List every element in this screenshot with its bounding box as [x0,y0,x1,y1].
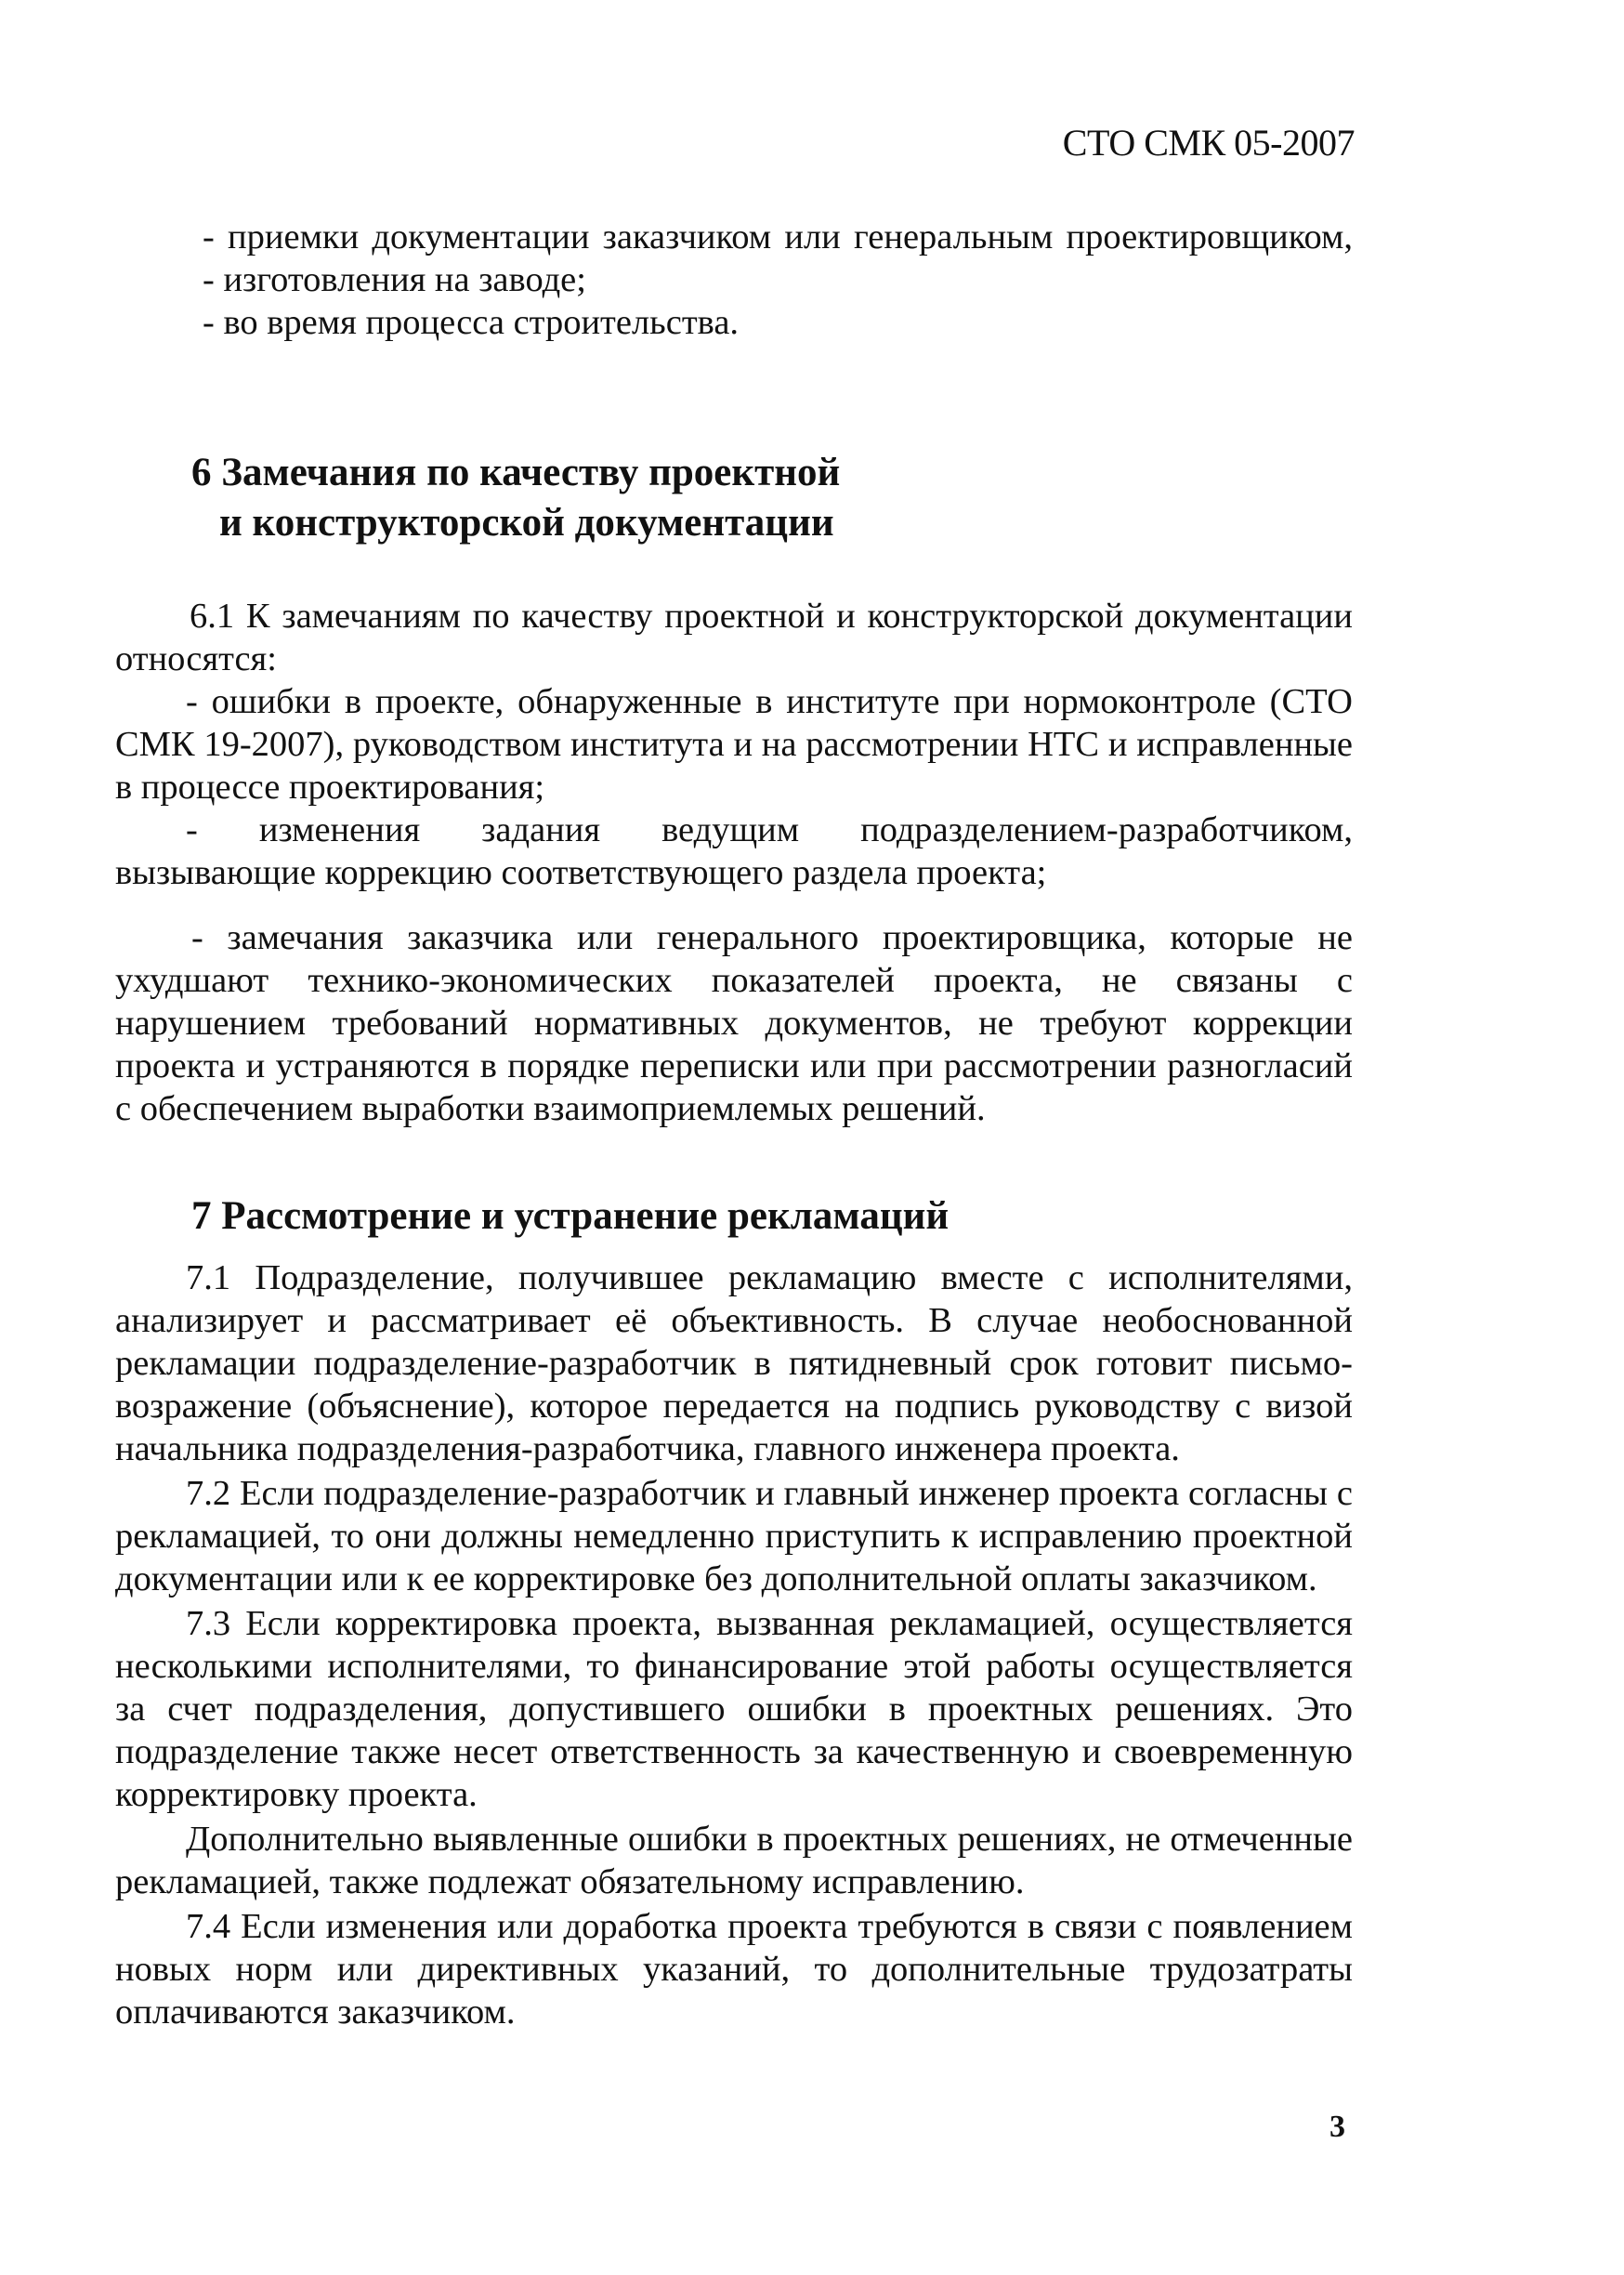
paragraph-6-1: 6.1 К замечаниям по качеству проектной и конструкторской документации относятся: [115,597,1353,678]
paragraph-7-3-addendum: Дополнительно выявленные ошибки в проектных решениях, не отмеченные рекламацией, также подлежат обязательному исправлению. [115,1820,1353,1901]
continued-list [115,216,1353,344]
list-item: - во время процесса строительства. [203,303,740,342]
paragraph-7-3: 7.3 Если корректировка проекта, вызванная рекламацией, осуществляется несколькими исполнителями, то финансирование этой работы осуществляется за счет подразделения, допустившего ошибки в проектных решениях. Это подразделение также несет ответственность за качественную и своевременную корректировку проекта. [115,1604,1353,1814]
section-7-heading: 7 Рассмотрение и устранение рекламаций [191,1194,950,1238]
paragraph-7-4: 7.4 Если изменения или доработка проекта требуются в связи с появлением новых норм или директивных указаний, то дополнительные трудозатраты оплачиваются заказчиком. [115,1907,1353,2032]
section-6-heading [191,448,840,548]
list-item: - замечания заказчика или генерального проектировщика, которые не ухудшают технико-экономических показателей проекта, не связаны с нарушением требований нормативных документов, не требуют коррекции проекта и устраняются в порядке переписки или при рассмотрении разногласий с обеспечением выработки взаимоприемлемых решений. [115,918,1353,1128]
list-item: - изменения задания ведущим подразделением-разработчиком, вызывающие коррекцию соответствующего раздела проекта; [115,810,1353,892]
list-item: - ошибки в проекте, обнаруженные в институте при нормоконтроле (СТО СМК 19-2007), руководством института и на рассмотрении НТС и исправленные в процессе проектирования; [115,682,1353,807]
section-7-body [115,1256,1353,2033]
section-6-title-line2: и конструкторской документации [219,501,834,545]
document-code: СТО СМК 05-2007 [1062,122,1355,164]
section-6-body [115,595,1353,1130]
list-item: - приемки документации заказчиком или генеральным проектировщиком, [203,217,1353,256]
page-number: 3 [1329,2110,1345,2144]
paragraph-7-2: 7.2 Если подразделение-разработчик и главный инженер проекта согласны с рекламацией, то они должны немедленно приступить к исправлению проектной документации или к ее корректировке без дополнительной оплаты заказчиком. [115,1474,1353,1598]
paragraph-7-1: 7.1 Подразделение, получившее рекламацию вместе с исполнителями, анализирует и рассматривает её объективность. В случае необоснованной рекламации подразделение-разработчик в пятидневный срок готовит письмо-возражение (объяснение), которое передается на подпись руководству с визой начальника подразделения-разработчика, главного инженера проекта. [115,1258,1353,1468]
list-item: - изготовления на заводе; [203,260,586,299]
section-6-title-line1: 6 Замечания по качеству проектной [191,451,841,494]
